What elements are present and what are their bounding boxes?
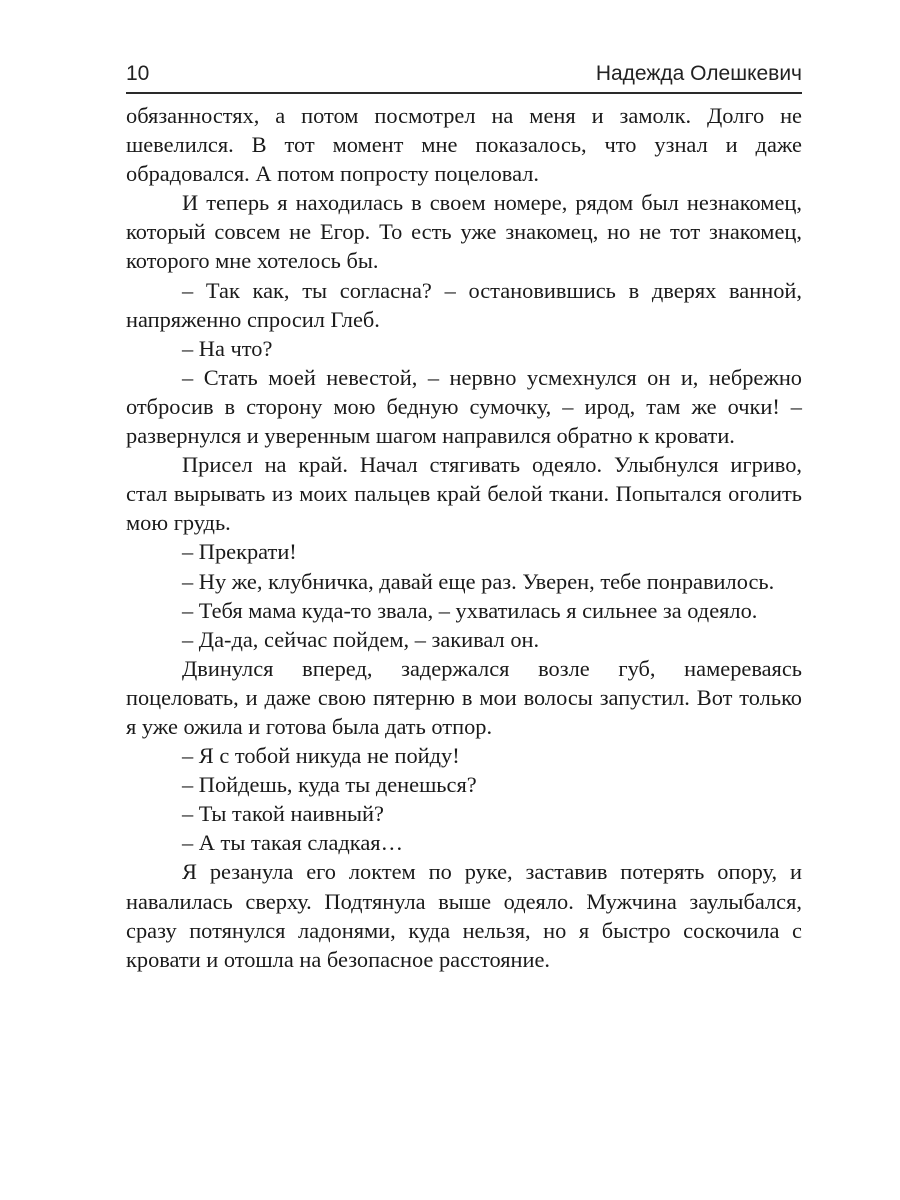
author-name: Надежда Олешкевич bbox=[595, 62, 802, 85]
page-header bbox=[126, 58, 802, 94]
paragraph: – На что? bbox=[182, 335, 273, 361]
paragraph: – Ты такой наивный? bbox=[182, 801, 384, 827]
page-number: 10 bbox=[126, 62, 150, 85]
paragraph: – Стать моей невестой, – нервно усмехнулся он и, небрежно отбросив в сторону мою бедную сумочку, – ирод, там же очки! – развернулся и уверенным шагом направился обратно к кровати. bbox=[126, 364, 802, 449]
body-text bbox=[126, 101, 802, 974]
paragraph: – Пойдешь, куда ты денешься? bbox=[182, 772, 477, 798]
paragraph: И теперь я находилась в своем номере, рядом был незнакомец, который совсем не Егор. То есть уже знакомец, но не тот знакомец, которого мне хотелось бы. bbox=[126, 190, 802, 274]
paragraph: – Ну же, клубничка, давай еще раз. Уверен, тебе понравилось. bbox=[182, 568, 775, 594]
paragraph: – А ты такая сладкая… bbox=[182, 830, 403, 856]
paragraph: Присел на край. Начал стягивать одеяло. Улыбнулся игриво, стал вырывать из моих пальцев край белой ткани. Попытался оголить мою грудь. bbox=[126, 452, 802, 536]
paragraph: Двинулся вперед, задержался возле губ, намереваясь поцеловать, и даже свою пятерню в мои волосы запустил. Вот только я уже ожила и готова была дать отпор. bbox=[126, 655, 802, 739]
paragraph: – Прекрати! bbox=[182, 539, 297, 565]
paragraph: – Так как, ты согласна? – остановившись в дверях ванной, напряженно спросил Глеб. bbox=[126, 277, 802, 332]
paragraph: Я резанула его локтем по руке, заставив потерять опору, и навалилась сверху. Подтянула выше одеяло. Мужчина заулыбался, сразу потянулся ладонями, куда нельзя, но я быстро соскочила с кровати и отошла на безопасное расстояние. bbox=[126, 859, 802, 972]
paragraph: – Я с тобой никуда не пойду! bbox=[182, 743, 460, 769]
paragraph: – Тебя мама куда-то звала, – ухватилась я сильнее за одеяло. bbox=[182, 597, 758, 623]
paragraph: обязанностях, а потом посмотрел на меня и замолк. Долго не шевелился. В тот момент мне показалось, что узнал и даже обрадовался. А потом попросту поцеловал. bbox=[126, 103, 802, 187]
paragraph: – Да-да, сейчас пойдем, – закивал он. bbox=[182, 626, 540, 652]
